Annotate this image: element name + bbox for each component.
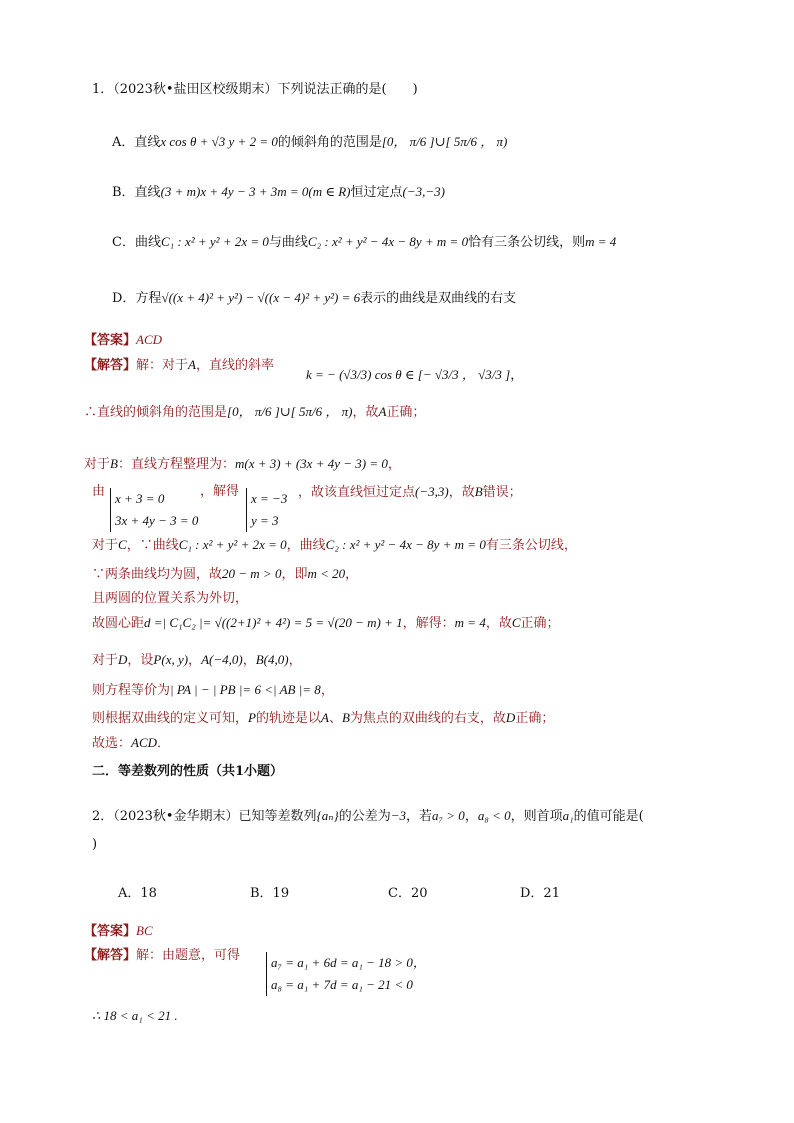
q1-solution-line-7: 且两圆的位置关系为外切， bbox=[92, 591, 249, 606]
q1-option-d-equation: √((x + 4)² + y²) − √((x − 4)² + y²) = 6 bbox=[161, 290, 361, 305]
q1-solution-line-9 bbox=[92, 651, 302, 670]
q1-sol-l9-b: D bbox=[118, 652, 128, 667]
q1-sol-l4-solve: ，解得 bbox=[200, 484, 240, 499]
q1-sol-l8-a: 故圆心距 bbox=[92, 616, 145, 631]
q2-sol-l1-a: 解：由题意，可得 bbox=[136, 948, 241, 963]
q2-stem-a1: a₁ bbox=[562, 808, 574, 823]
q1-sol-l4-rest bbox=[298, 483, 522, 502]
q1-option-c-mid2: 恰有三条公切线，则 bbox=[468, 235, 586, 250]
q2-stem-c: ，若 bbox=[406, 809, 433, 824]
q1-sol-l10-b: ， bbox=[320, 683, 334, 698]
q2-solution-tag: 【解答】 bbox=[84, 948, 137, 963]
q1-sol-l5-a: 对于 bbox=[92, 538, 119, 553]
q1-sol-l11-d: A bbox=[320, 710, 329, 725]
q1-sol-l5-curve2: C₂ : x² + y² − 4x − 8y + m = 0 bbox=[325, 537, 486, 552]
q2-stem-a8: a₈ < 0 bbox=[477, 808, 511, 823]
q1-answer-tag: 【答案】 bbox=[84, 333, 137, 348]
q1-sol-l9-point-b: B(4,0) bbox=[255, 652, 289, 667]
q2-sol-sys-a bbox=[271, 952, 426, 974]
q1-option-c-curve1: C₁ : x² + y² + 2x = 0 bbox=[160, 234, 269, 249]
q2-option-c: C．20 bbox=[388, 886, 428, 901]
q1-sol-l1-a: 解：对于 bbox=[136, 358, 189, 373]
q1-solution-line-11 bbox=[92, 709, 554, 728]
q2-solution-line-2: ∴ 18 < a₁ < 21 . bbox=[92, 1008, 178, 1023]
q1-option-c-prefix: C．曲线 bbox=[112, 235, 161, 250]
q1-option-b bbox=[112, 183, 445, 202]
q1-sol-l4-point: (−3,3) bbox=[415, 484, 449, 499]
q1-sol-l9-a: 对于 bbox=[92, 653, 119, 668]
q1-sol-l8-c: ，故 bbox=[485, 616, 512, 631]
q2-sol-sys-end: ， bbox=[412, 955, 426, 970]
q1-sol-l11-i: 正确； bbox=[515, 711, 555, 726]
q2-stem-seq: {aₙ} bbox=[316, 808, 339, 823]
q1-solution-line-6 bbox=[92, 565, 358, 584]
q1-sol-l4-d: ，故 bbox=[448, 485, 475, 500]
q1-solution-line-10 bbox=[92, 681, 334, 700]
q1-option-c-mid: 与曲线 bbox=[268, 235, 308, 250]
q1-sol-l11-h: D bbox=[505, 710, 516, 725]
q1-sol-l6-math1: 20 − m > 0 bbox=[222, 566, 282, 581]
q1-sol-l5-curve1: C₁ : x² + y² + 2x = 0 bbox=[178, 537, 287, 552]
q1-sol-sys1-b: 3x + 4y − 3 = 0 bbox=[115, 513, 199, 528]
q1-sol-l1-end: ， bbox=[510, 368, 524, 383]
q1-sol-l5-e: 有三条公切线， bbox=[485, 538, 577, 553]
q2-sol-system bbox=[266, 952, 426, 996]
q1-sol-l6-math2: m < 20 bbox=[307, 566, 346, 581]
q1-sol-l4-c: ，故该直线恒过定点 bbox=[298, 485, 416, 500]
q1-sol-l3-c: ：直线方程整理为： bbox=[117, 457, 235, 472]
q1-sol-l2-c: A bbox=[378, 404, 387, 419]
q1-option-c-curve2: C₂ : x² + y² − 4x − 8y + m = 0 bbox=[307, 234, 469, 249]
q1-sol-l9-sep3: ， bbox=[288, 653, 302, 668]
q1-sol-l2-math: [0， π/6 ]∪[ 5π/6 ， π) bbox=[227, 404, 353, 419]
q1-solution-tag: 【解答】 bbox=[84, 358, 137, 373]
q1-sol-l8-b: ，解得： bbox=[402, 616, 455, 631]
q1-sol-l1-b: A bbox=[188, 357, 196, 372]
q2-stem-a7: a₇ > 0 bbox=[432, 808, 465, 823]
q1-solution-line-2 bbox=[84, 403, 425, 422]
q1-sol-l6-b: ，即 bbox=[281, 567, 308, 582]
q1-sol-l1-c: ，直线的斜率 bbox=[195, 358, 274, 373]
q1-option-b-equation: (3 + m)x + 4y − 3 + 3m = 0(m ∈ R) bbox=[160, 184, 351, 199]
q1-sol-l4-a: 由 bbox=[92, 484, 106, 499]
q2-stem-a: 2．（2023秋•金华期末）已知等差数列 bbox=[92, 809, 317, 824]
q1-option-a-prefix: A．直线 bbox=[112, 135, 161, 150]
q1-sol-l12-b: ACD bbox=[131, 735, 158, 750]
q1-answer bbox=[84, 331, 162, 350]
q1-sol-l8-math: d =| C₁C₂ |= √((2+1)² + 4²) = 5 = √(20 − m) + 1 bbox=[144, 615, 403, 630]
q1-option-d bbox=[112, 289, 516, 308]
q1-sol-l6-c: ， bbox=[345, 567, 359, 582]
q1-option-d-prefix: D．方程 bbox=[112, 291, 162, 306]
q1-sol-l8-d: C bbox=[511, 615, 521, 630]
q1-option-c bbox=[112, 233, 616, 252]
q1-sol-slope-formula bbox=[306, 366, 523, 385]
q1-sol-l11-f: B bbox=[341, 710, 350, 725]
q1-option-b-prefix: B．直线 bbox=[112, 185, 161, 200]
q1-sol-sys2-a: x = −3 bbox=[251, 491, 288, 506]
q1-solution-line-12 bbox=[92, 734, 170, 753]
q1-option-a-range: [0， π/6 ]∪[ 5π/6 ， π) bbox=[381, 134, 508, 149]
q2-option-a: A．18 bbox=[118, 886, 157, 901]
q1-sol-l9-point-a: A(−4,0) bbox=[201, 652, 243, 667]
q1-sol-l10-math: | PA | − | PB |= 6 <| AB |= 8 bbox=[170, 682, 321, 697]
q1-option-a bbox=[112, 133, 507, 152]
q1-sol-l5-d: ，曲线 bbox=[286, 538, 326, 553]
q1-sol-l9-point-p: P(x, y) bbox=[153, 652, 189, 667]
q2-stem-d: ， bbox=[464, 809, 478, 824]
section-2-heading: 二．等差数列的性质（共1小题） bbox=[92, 764, 284, 779]
q1-sol-l3-a: 对于 bbox=[84, 457, 111, 472]
q1-sol-sys1-a: x + 3 = 0 bbox=[115, 491, 165, 506]
q2-stem-f: 的值可能是( bbox=[573, 809, 644, 824]
q1-sol-l4-f: 错误； bbox=[482, 485, 522, 500]
q1-sol-l5-c: ，∵曲线 bbox=[126, 538, 179, 553]
q2-sol-sys-b: a₈ = a₁ + 7d = a₁ − 21 < 0 bbox=[271, 977, 413, 992]
q1-sol-l4-e: B bbox=[474, 484, 483, 499]
q2-option-b: B．19 bbox=[250, 886, 290, 901]
q1-sol-l10-a: 则方程等价为 bbox=[92, 683, 171, 698]
q1-stem: 1．（2023秋•盐田区校级期末）下列说法正确的是( ) bbox=[92, 82, 418, 97]
q1-option-a-mid: 的倾斜角的范围是 bbox=[277, 135, 382, 150]
q1-solution-line-3 bbox=[84, 455, 401, 474]
q1-sol-l3-math: m(x + 3) + (3x + 4y − 3) = 0 bbox=[234, 456, 388, 471]
q1-solution-line-4 bbox=[92, 483, 105, 501]
q1-sol-l9-sep1: ， bbox=[188, 653, 202, 668]
q2-stem bbox=[92, 807, 644, 826]
q1-sol-l12-c: ． bbox=[157, 736, 171, 751]
q1-solution-line-5 bbox=[92, 536, 577, 555]
q1-option-d-suffix: 表示的曲线是双曲线的右支 bbox=[360, 291, 517, 306]
q1-option-b-mid: 恒过定点 bbox=[350, 185, 403, 200]
q1-option-c-value: m = 4 bbox=[585, 234, 617, 249]
q2-stem-e: ，则首项 bbox=[510, 809, 563, 824]
q1-sol-l1-math: k = − (√3/3) cos θ ∈ [− √3/3 ， √3/3 ] bbox=[306, 367, 511, 382]
q1-sol-system-2 bbox=[246, 488, 287, 532]
q1-sol-l3-end: ， bbox=[387, 457, 401, 472]
q1-sol-l11-e: 、 bbox=[328, 711, 342, 726]
q1-option-b-point: (−3,−3) bbox=[402, 184, 445, 199]
q1-answer-value: ACD bbox=[136, 332, 163, 347]
q2-stem-line-2: ) bbox=[92, 837, 98, 852]
q2-answer-tag: 【答案】 bbox=[84, 924, 137, 939]
q2-stem-diff: −3 bbox=[390, 808, 406, 823]
q2-answer bbox=[84, 922, 153, 941]
q1-option-a-equation: x cos θ + √3 y + 2 = 0 bbox=[160, 134, 278, 149]
q1-sol-sys2-b: y = 3 bbox=[251, 513, 279, 528]
q2-solution-line-1 bbox=[84, 947, 240, 965]
q1-sol-l6-a: ∵两条曲线均为圆，故 bbox=[92, 567, 223, 582]
q1-sol-l2-d: 正确； bbox=[386, 405, 426, 420]
q1-sol-l9-c: ，设 bbox=[127, 653, 154, 668]
q1-sol-l8-math2: m = 4 bbox=[454, 615, 486, 630]
q1-sol-l9-sep2: ， bbox=[242, 653, 256, 668]
q1-sol-l5-b: C bbox=[118, 537, 127, 552]
q1-solution-line-8 bbox=[92, 614, 560, 633]
q1-solution-line-1 bbox=[84, 356, 274, 375]
q2-option-d: D．21 bbox=[520, 886, 560, 901]
q2-sol-sys-a-text: a₇ = a₁ + 6d = a₁ − 18 > 0 bbox=[271, 955, 413, 970]
q1-sol-l12-a: 故选： bbox=[92, 736, 132, 751]
q1-sol-l11-b: P bbox=[248, 710, 256, 725]
q2-stem-b: 的公差为 bbox=[338, 809, 391, 824]
q1-sol-l2-a: ∴直线的倾斜角的范围是 bbox=[84, 405, 228, 420]
q1-sol-l11-c: 的轨迹是以 bbox=[255, 711, 321, 726]
q1-sol-l3-b: B bbox=[110, 456, 118, 471]
q1-sol-system-1 bbox=[110, 488, 198, 532]
q1-sol-l8-e: 正确； bbox=[520, 616, 560, 631]
q1-sol-l11-g: 为焦点的双曲线的右支，故 bbox=[349, 711, 506, 726]
q1-sol-l2-b: ，故 bbox=[352, 405, 379, 420]
q2-answer-value: BC bbox=[136, 923, 153, 938]
q1-sol-l11-a: 则根据双曲线的定义可知， bbox=[92, 711, 249, 726]
